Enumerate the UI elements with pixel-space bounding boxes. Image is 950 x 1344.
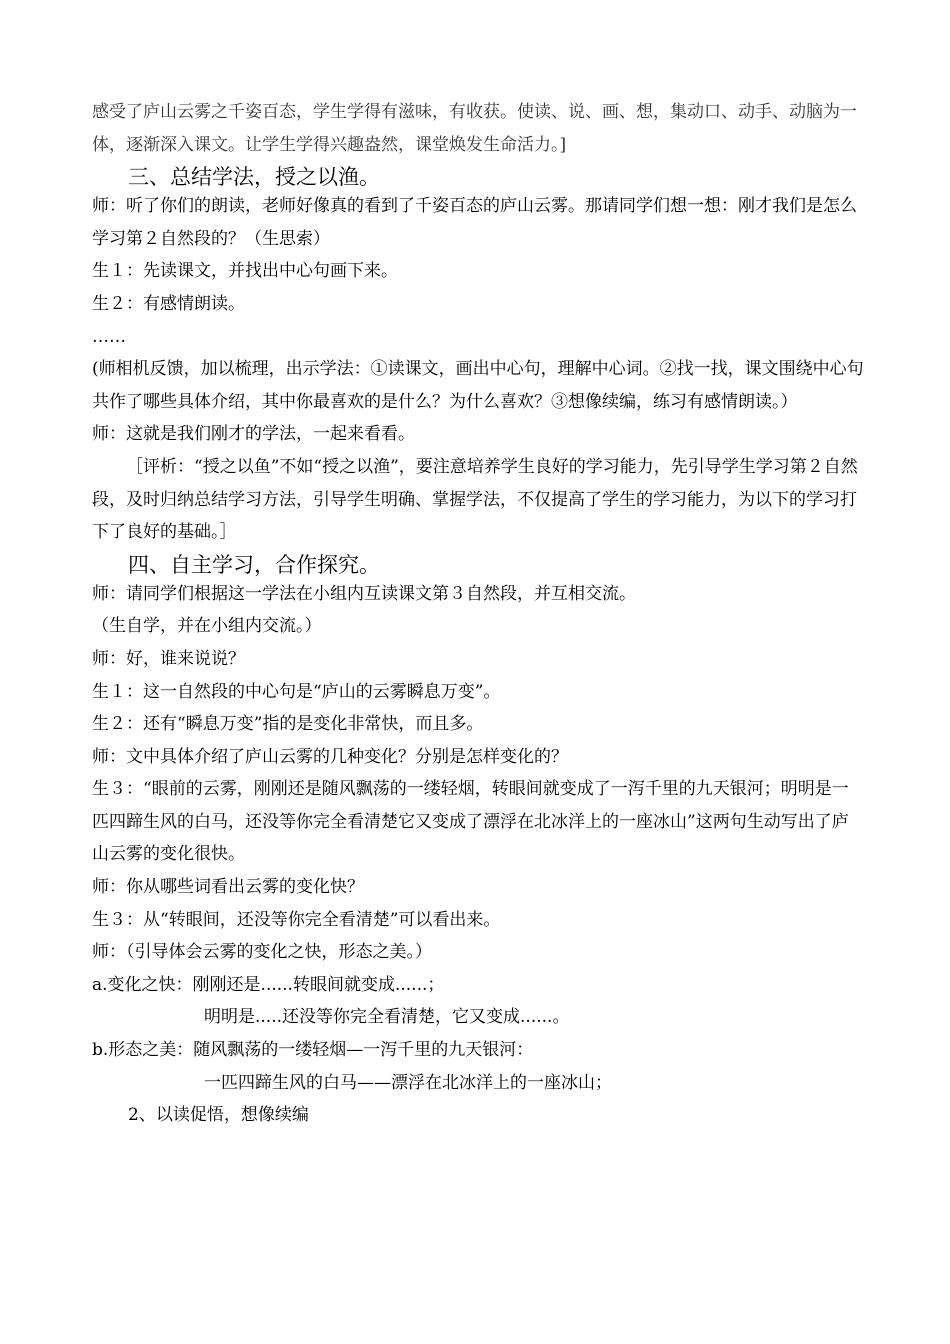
- teacher-line: 师：好，谁来说说？: [92, 648, 245, 669]
- student-quote-paragraph: 生３：“眼前的云雾，刚刚还是随风飘荡的一缕轻烟，转眼间就变成了一泻千里的九天银河；明明是一匹四蹄生风的白马，还没等你完全看清楚它又变成了漂浮在北冰洋上的一座冰山”这两句生动写出了庐山云雾的变化很快。: [92, 779, 849, 865]
- teacher-line: 师：听了你们的朗读，老师好像真的看到了千姿百态的庐山云雾。那请同学们想一想：刚才我们是怎么学习第２自然段的？（生思索）: [92, 196, 857, 249]
- student-line: 生２：有感情朗读。: [92, 293, 245, 314]
- student-line: 生１：这一自然段的中心句是“庐山的云雾瞬息万变”。: [92, 681, 501, 702]
- document-page: [92, 96, 864, 1132]
- list-item-b-continued: 一匹四蹄生风的白马——漂浮在北冰洋上的一座冰山；: [204, 1072, 612, 1093]
- list-item-b: b.形态之美：随风飘荡的一缕轻烟—一泻千里的九天银河：: [92, 1040, 534, 1061]
- teacher-line: 师：文中具体介绍了庐山云雾的几种变化？分别是怎样变化的？: [92, 746, 568, 767]
- ellipsis-line: ……: [92, 326, 126, 347]
- list-item-a: a.变化之快：刚刚还是......转眼间就变成......；: [92, 974, 445, 995]
- list-item-a-continued: 明明是.....还没等你完全看清楚，它又变成......。: [204, 1007, 570, 1028]
- student-line: 生２：还有“瞬息万变”指的是变化非常快，而且多。: [92, 714, 484, 735]
- commentary-paragraph: 感受了庐山云雾之千姿百态，学生学得有滋味，有收获。使读、说、画、想，集动口、动手、动脑为一体，逐渐深入课文。让学生学得兴趣盎然，课堂焕发生命活力。]: [92, 102, 857, 155]
- stage-direction-line: （生自学，并在小组内交流。）: [92, 616, 322, 637]
- method-summary-paragraph: (师相机反馈，加以梳理，出示学法：①读课文，画出中心句，理解中心词。②找一找，课文围绕中心句共作了哪些具体介绍，其中你最喜欢的是什么？为什么喜欢？③想像续编，练习有感情朗读。）: [92, 359, 864, 412]
- section-heading-4: 四、自主学习，合作探究。: [128, 552, 380, 577]
- student-line: 生３：从“转眼间，还没等你完全看清楚”可以看出来。: [92, 909, 501, 930]
- teacher-line: 师：（引导体会云雾的变化之快，形态之美。）: [92, 942, 432, 963]
- teacher-line: 师：你从哪些词看出云雾的变化快？: [92, 877, 364, 898]
- teacher-line: 师：请同学们根据这一学法在小组内互读课文第３自然段，并互相交流。: [92, 583, 636, 604]
- student-line: 生１：先读课文，并找出中心句画下来。: [92, 261, 398, 282]
- commentary-paragraph: ［评析：“授之以鱼”不如“授之以渔”，要注意培养学生良好的学习能力，先引导学生学习第２自然段，及时归纳总结学习方法，引导学生明确、掌握学法，不仅提高了学生的学习能力，为以下的学习打下了良好的基础。］: [92, 456, 858, 543]
- teacher-line: 师：这就是我们刚才的学法，一起来看看。: [92, 424, 415, 445]
- section-heading-3: 三、总结学法，授之以渔。: [128, 165, 380, 190]
- numbered-subheading: 2、以读促悟，想像续编: [128, 1105, 309, 1126]
